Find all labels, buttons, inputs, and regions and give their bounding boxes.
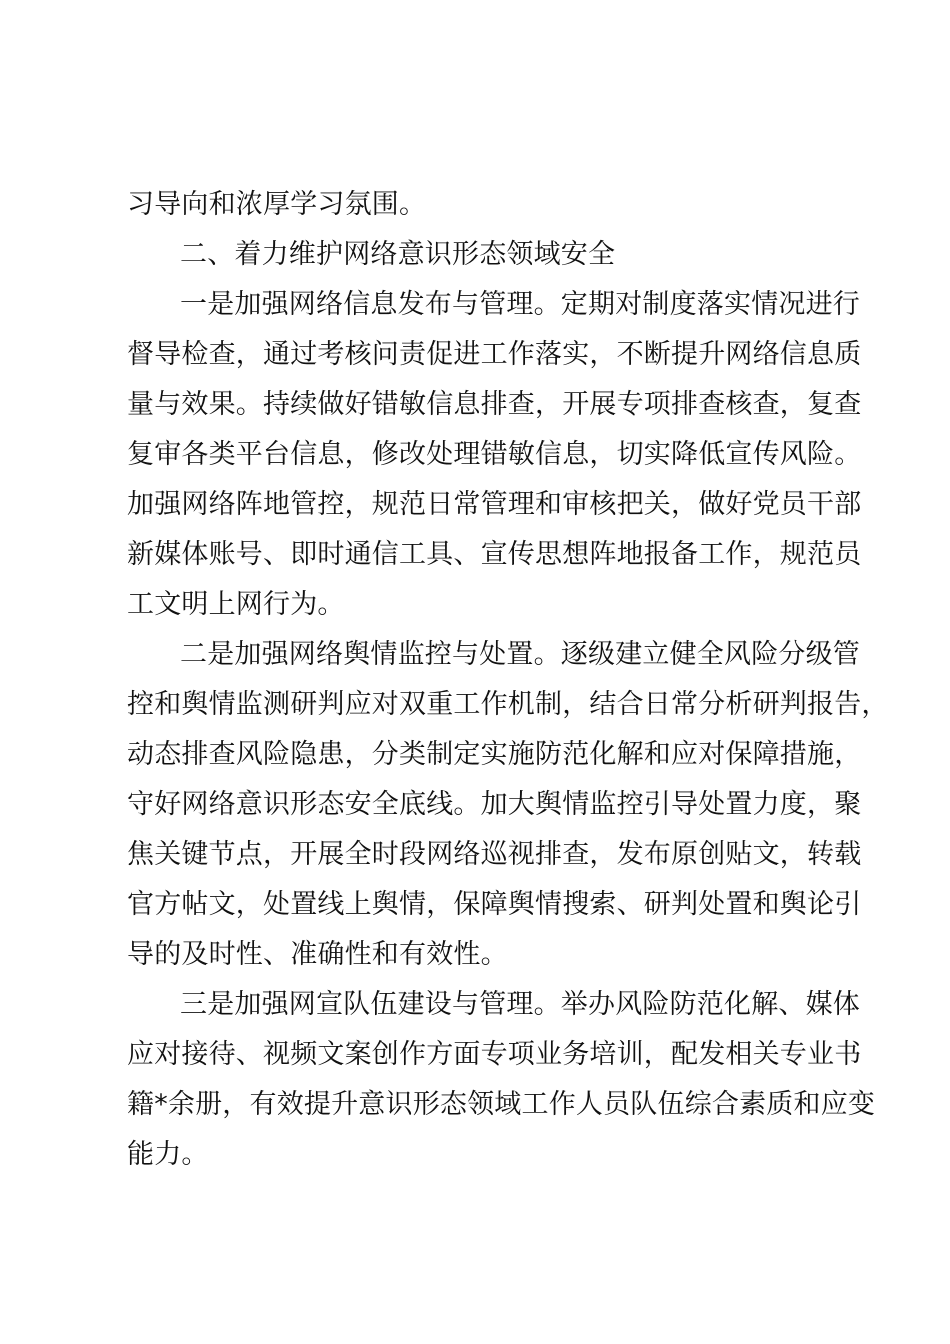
text-line: 控和舆情监测研判应对双重工作机制，结合日常分析研判报告， bbox=[127, 689, 889, 720]
text-line: 复审各类平台信息，修改处理错敏信息，切实降低宣传风险。 bbox=[127, 439, 862, 470]
text-line: 能力。 bbox=[127, 1139, 209, 1170]
text-line: 工文明上网行为。 bbox=[127, 589, 345, 620]
text-line: 二是加强网络舆情监控与处置。逐级建立健全风险分级管 bbox=[180, 639, 860, 670]
text-line: 三是加强网宣队伍建设与管理。举办风险防范化解、媒体 bbox=[180, 989, 860, 1020]
text-line: 动态排查风险隐患，分类制定实施防范化解和应对保障措施， bbox=[127, 739, 862, 770]
text-line: 量与效果。持续做好错敏信息排查，开展专项排查核查，复查 bbox=[127, 389, 862, 420]
text-line: 导的及时性、准确性和有效性。 bbox=[127, 939, 508, 970]
text-line: 一是加强网络信息发布与管理。定期对制度落实情况进行 bbox=[180, 289, 860, 320]
text-line: 新媒体账号、即时通信工具、宣传思想阵地报备工作，规范员 bbox=[127, 539, 862, 570]
text-line: 应对接待、视频文案创作方面专项业务培训，配发相关专业书 bbox=[127, 1039, 862, 1070]
text-line: 官方帖文，处置线上舆情，保障舆情搜索、研判处置和舆论引 bbox=[127, 889, 862, 920]
text-line: 习导向和浓厚学习氛围。 bbox=[127, 189, 427, 220]
text-line: 督导检查，通过考核问责促进工作落实，不断提升网络信息质 bbox=[127, 339, 862, 370]
text-line: 守好网络意识形态安全底线。加大舆情监控引导处置力度，聚 bbox=[127, 789, 862, 820]
text-line: 籍*余册，有效提升意识形态领域工作人员队伍综合素质和应变 bbox=[127, 1089, 876, 1120]
section-heading: 二、着力维护网络意识形态领域安全 bbox=[180, 239, 616, 270]
text-line: 焦关键节点，开展全时段网络巡视排查，发布原创贴文，转载 bbox=[127, 839, 862, 870]
text-line: 加强网络阵地管控，规范日常管理和审核把关，做好党员干部 bbox=[127, 489, 862, 520]
